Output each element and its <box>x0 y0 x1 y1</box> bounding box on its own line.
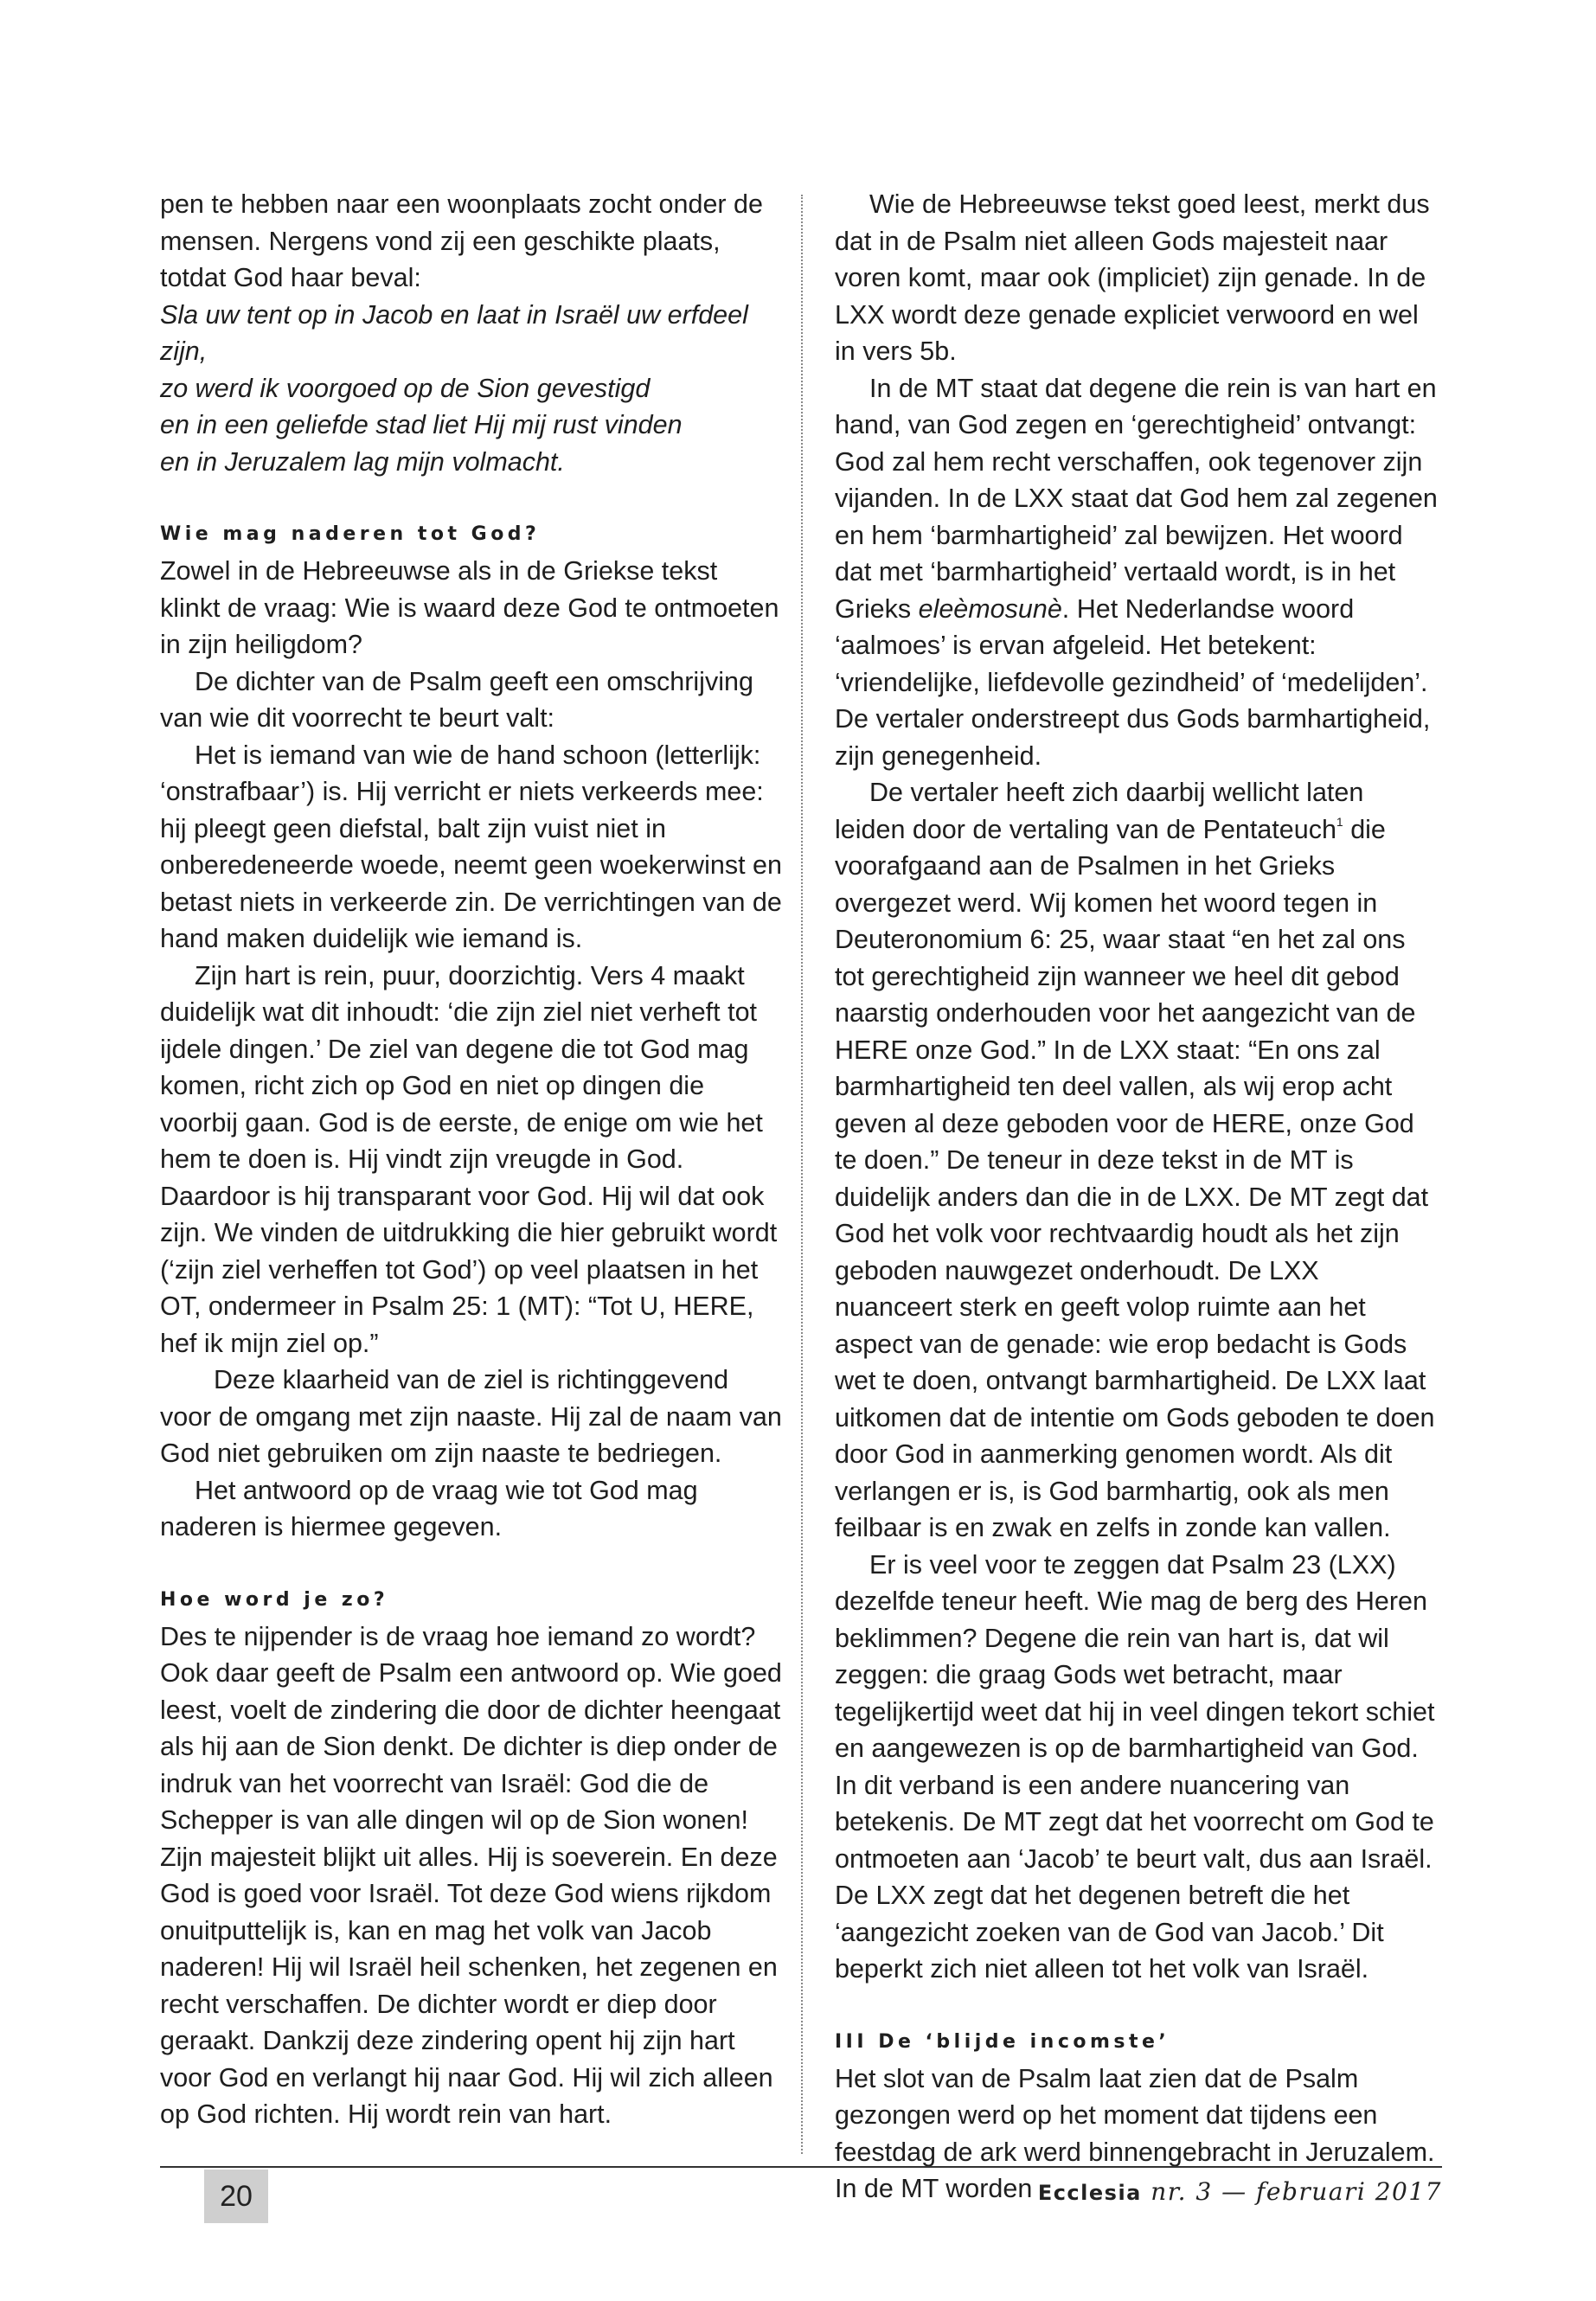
text-run: De vertaler heeft zich daarbij wellicht laten leiden door de vertaling van de Pentateuch <box>835 778 1364 844</box>
paragraph: Zowel in de Hebreeuwse als in de Griekse tekst klinkt de vraag: Wie is waard deze God te ontmoeten in zijn heiligdom? <box>160 556 779 659</box>
poem-line: Sla uw tent op in Jacob en laat in Israël uw erfdeel zijn, <box>160 299 748 366</box>
text-run: die voorafgaand aan de Psalmen in het Grieks overgezet werd. Wij komen het woord tegen in Deuteronomium 6: 25, waar staat “en het zal ons tot gerechtigheid zijn wanneer we heel dit gebod naarstig onderhouden voor het aangezicht van de HERE onze God.” In de LXX staat: “En ons zal barmhartigheid ten deel vallen, als wij erop acht geven al deze geboden voor de HERE, onze God te doen.” De teneur in deze tekst in de MT is duidelijk anders dan die in de LXX. De MT zegt dat God het volk voor rechtvaardig houdt als het zijn geboden nauwgezet onderhoudt. De LXX nuanceert sterk en geeft volop ruimte aan het aspect van de genade: wie erop bedacht is Gods wet te doen, ontvangt barmhartigheid. De LXX laat uitkomen dat de intentie om Gods geboden te doen door God in aanmerking genomen wordt. Als dit verlangen er is, is God barmhartig, ook als men feilbaar is en zwak en zelfs in zonde kan vallen. <box>835 814 1435 1542</box>
magazine-name: Ecclesia <box>1037 2181 1142 2205</box>
poem-line: zo werd ik voorgoed op de Sion gevestigd <box>160 373 651 403</box>
paragraph: Zijn hart is rein, puur, doorzichtig. Vers 4 maakt duidelijk wat dit inhoudt: ‘die zijn ziel niet verheft tot ijdele dingen.’ De ziel van degene die tot God mag komen, richt zich op God en niet op dingen die voorbij gaan. God is de eerste, de enige om wie het hem te doen is. Hij vindt zijn vreugde in God. Daardoor is hij transparant voor God. Hij wil dat ook zijn. We vinden de uitdrukking die hier gebruikt wordt (‘zijn ziel verheffen tot God’) op veel plaatsen in het OT, ondermeer in Psalm 25: 1 (MT): “Tot U, HERE, hef ik mijn ziel op.” <box>160 960 778 1358</box>
paragraph: pen te hebben naar een woonplaats zocht onder de mensen. Nergens vond zij een geschikte plaats, totdat God haar beval: <box>160 189 763 292</box>
issue-info: nr. 3 — februari 2017 <box>1141 2177 1442 2206</box>
section-heading: Wie mag naderen tot God? <box>160 523 541 545</box>
poem-line: en in een geliefde stad liet Hij mij rust vinden <box>160 410 683 439</box>
paragraph: De dichter van de Psalm geeft een omschrijving van wie dit voorrecht te beurt valt: <box>160 666 753 733</box>
greek-term: eleèmosunè <box>918 593 1062 624</box>
text-run: In de MT staat dat degene die rein is van hart en hand, van God zegen en ‘gerechtigheid’ ontvangt: God zal hem recht verschaffen, ook tegenover zijn vijanden. In de LXX staat dat God hem zal zegenen en hem ‘barmhartigheid’ zal bewijzen. Het woord dat met ‘barmhartigheid’ vertaald wordt, is in het Grieks <box>835 373 1438 624</box>
paragraph: Deze klaarheid van de ziel is richtinggevend voor de omgang met zijn naaste. Hij zal de naam van God niet gebruiken om zijn naaste te bedriegen. <box>160 1365 782 1468</box>
poem-quote <box>160 297 783 481</box>
paragraph: Het antwoord op de vraag wie tot God mag naderen is hiermee gegeven. <box>160 1475 698 1541</box>
column-divider <box>801 195 803 2154</box>
paragraph: Het slot van de Psalm laat zien dat de Psalm gezongen werd op het moment dat tijdens een feestdag de ark werd binnengebracht in Jeruzalem. In de MT worden <box>835 2063 1435 2203</box>
paragraph: Het is iemand van wie de hand schoon (letterlijk: ‘onstrafbaar’) is. Hij verricht er niets verkeerds mee: hij pleegt geen diefstal, balt zijn vuist niet in onberedeneerde woede, neemt geen woekerwinst en betast niets in verkeerde zin. De verrichtingen van de hand maken duidelijk wie iemand is. <box>160 740 782 953</box>
text-run: . Het Nederlandse woord ‘aalmoes’ is ervan afgeleid. Het betekent: ‘vriendelijke, liefdevolle gezindheid’ of ‘medelijden’. De vertaler onderstreept dus Gods barmhartigheid, zijn genegenheid. <box>835 593 1431 771</box>
paragraph <box>835 774 1440 1547</box>
section-heading: Hoe word je zo? <box>160 1588 389 1611</box>
section-heading: III De ‘blijde incomste’ <box>835 2030 1170 2053</box>
left-column <box>160 186 783 2133</box>
poem-line: en in Jeruzalem lag mijn volmacht. <box>160 446 565 477</box>
footer-credit <box>1038 2177 1442 2206</box>
page-number: 20 <box>204 2170 268 2223</box>
paragraph: Er is veel voor te zeggen dat Psalm 23 (LXX) dezelfde teneur heeft. Wie mag de berg des Heren beklimmen? Degene die rein van hart is, dat wil zeggen: die graag Gods wet betracht, maar tegelijkertijd weet dat hij in veel dingen tekort schiet en aangewezen is op de barmhartigheid van God. In dit verband is een andere nuancering van betekenis. De MT zegt dat het voorrecht om God te ontmoeten aan ‘Jacob’ te beurt valt, dus aan Israël. De LXX zegt dat het degenen betreft die het ‘aangezicht zoeken van de God van Jacob.’ Dit beperkt zich niet alleen tot het volk van Israël. <box>835 1549 1435 1984</box>
paragraph <box>835 370 1440 775</box>
paragraph: Des te nijpender is de vraag hoe iemand zo wordt? Ook daar geeft de Psalm een antwoord op. Wie goed leest, voelt de zindering die door de dichter heengaat als hij aan de Sion denkt. De dichter is diep onder de indruk van het voorrecht van Israël: God die de Schepper is van alle dingen wil op de Sion wonen! Zijn majesteit blijkt uit alles. Hij is soeverein. En deze God is goed voor Israël. Tot deze God wiens rijkdom onuitputtelijk is, kan en mag het volk van Jacob naderen! Hij wil Israël heil schenken, het zegenen en recht verschaffen. De dichter wordt er diep door geraakt. Dankzij deze zindering opent hij zijn hart voor God en verlangt hij naar God. Hij wil zich alleen op God richten. Hij wordt rein van hart. <box>160 1621 782 2129</box>
right-column <box>835 186 1440 2208</box>
footer-rule <box>160 2166 1442 2168</box>
footnote-marker: 1 <box>1336 814 1343 829</box>
paragraph: Wie de Hebreeuwse tekst goed leest, merkt dus dat in de Psalm niet alleen Gods majesteit naar voren komt, maar ook (impliciet) zijn genade. In de LXX wordt deze genade expliciet verwoord en wel in vers 5b. <box>835 189 1430 366</box>
